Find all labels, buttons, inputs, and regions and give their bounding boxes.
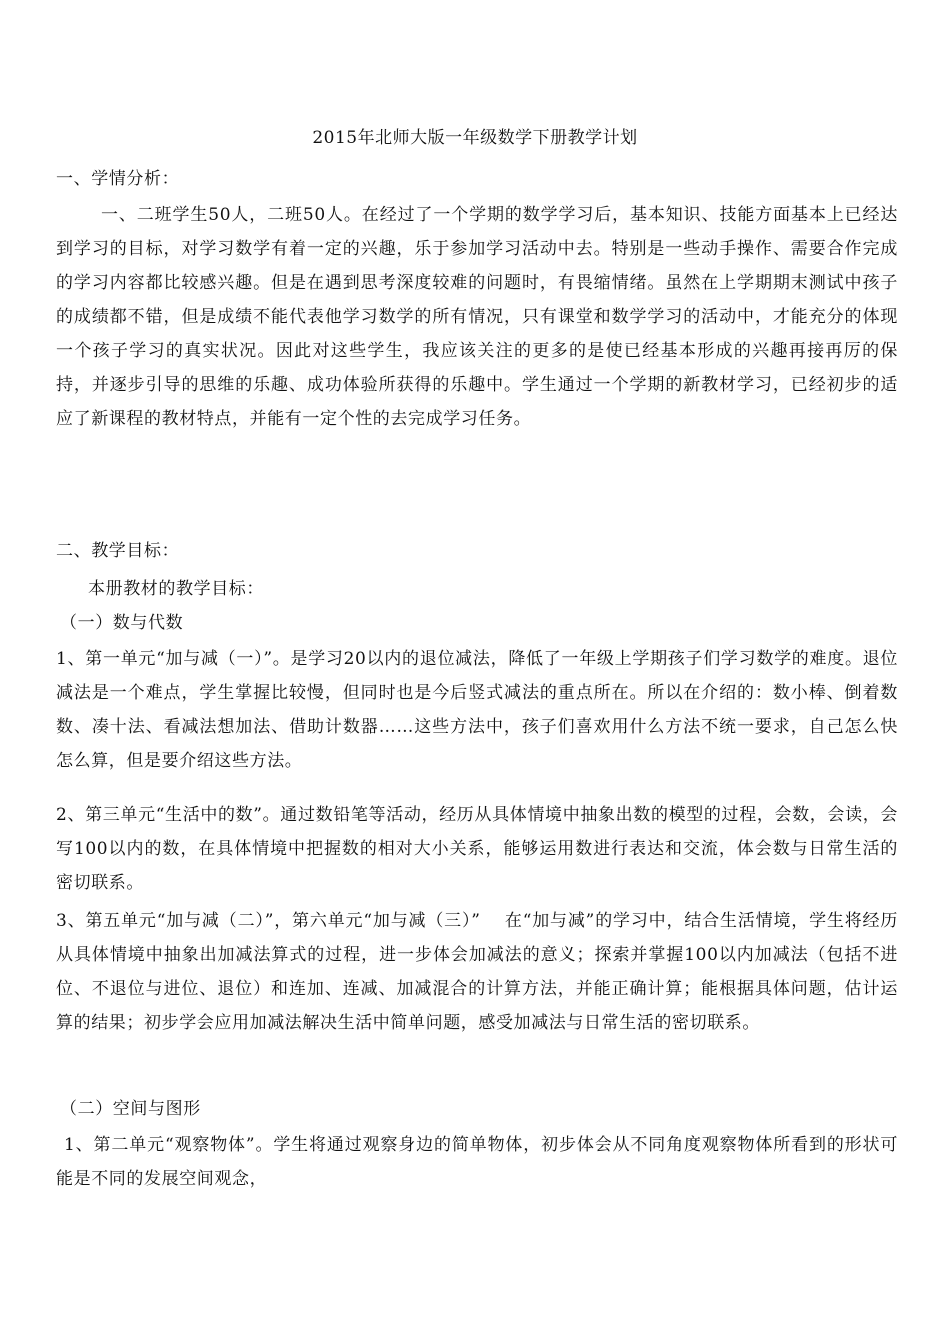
subsection-heading-space-shape: （二）空间与图形 <box>60 1099 201 1119</box>
section-heading-goals: 二、教学目标： <box>56 541 180 561</box>
goal-item-3: 3、第五单元“加与减（二）”，第六单元“加与减（三）” 在“加与减”的学习中，结合生活情境，学生将经历从具体情境中抽象出加减法算式的过程，进一步体会加减法的意义；探索并掌握100以内加减法（包括不进位、不退位与进位、退位）和连加、连减、加减混合的计算方法，并能正确计算；能根据具体问题，估计运算的结果；初步学会应用加减法解决生活中简单问题，感受加减法与日常生活的密切联系。 <box>56 911 898 1033</box>
goal-item-2: 2、第三单元“生活中的数”。通过数铅笔等活动，经历从具体情境中抽象出数的模型的过程，会数，会读，会写100以内的数，在具体情境中把握数的相对大小关系，能够运用数进行表达和交流，体会数与日常生活的密切联系。 <box>56 805 898 893</box>
goal-item-1: 1、第一单元“加与减（一）”。是学习20以内的退位减法，降低了一年级上学期孩子们学习数学的难度。退位减法是一个难点，学生掌握比较慢，但同时也是今后竖式减法的重点所在。所以在介绍的：数小棒、倒着数数、凑十法、看减法想加法、借助计数器……这些方法中，孩子们喜欢用什么方法不统一要求，自己怎么快怎么算，但是要介绍这些方法。 <box>56 649 898 771</box>
goals-intro: 本册教材的教学目标： <box>88 579 264 599</box>
document-title: 2015年北师大版一年级数学下册教学计划 <box>312 128 638 148</box>
subsection-heading-number-algebra: （一）数与代数 <box>60 613 184 633</box>
goal-item-4: 1、第二单元“观察物体”。学生将通过观察身边的简单物体，初步体会从不同角度观察物体所看到的形状可能是不同的发展空间观念， <box>56 1135 898 1189</box>
section-heading-analysis: 一、学情分析： <box>56 169 180 189</box>
analysis-paragraph: 一、二班学生50人，二班50人。在经过了一个学期的数学学习后，基本知识、技能方面基本上已经达到学习的目标，对学习数学有着一定的兴趣，乐于参加学习活动中去。特别是一些动手操作、需要合作完成的学习内容都比较感兴趣。但是在遇到思考深度较难的问题时，有畏缩情绪。虽然在上学期期末测试中孩子的成绩都不错，但是成绩不能代表他学习数学的所有情况，只有课堂和数学学习的活动中，才能充分的体现一个孩子学习的真实状况。因此对这些学生，我应该关注的更多的是使已经基本形成的兴趣再接再厉的保持，并逐步引导的思维的乐趣、成功体验所获得的乐趣中。学生通过一个学期的新教材学习，已经初步的适应了新课程的教材特点，并能有一定个性的去完成学习任务。 <box>56 205 898 429</box>
